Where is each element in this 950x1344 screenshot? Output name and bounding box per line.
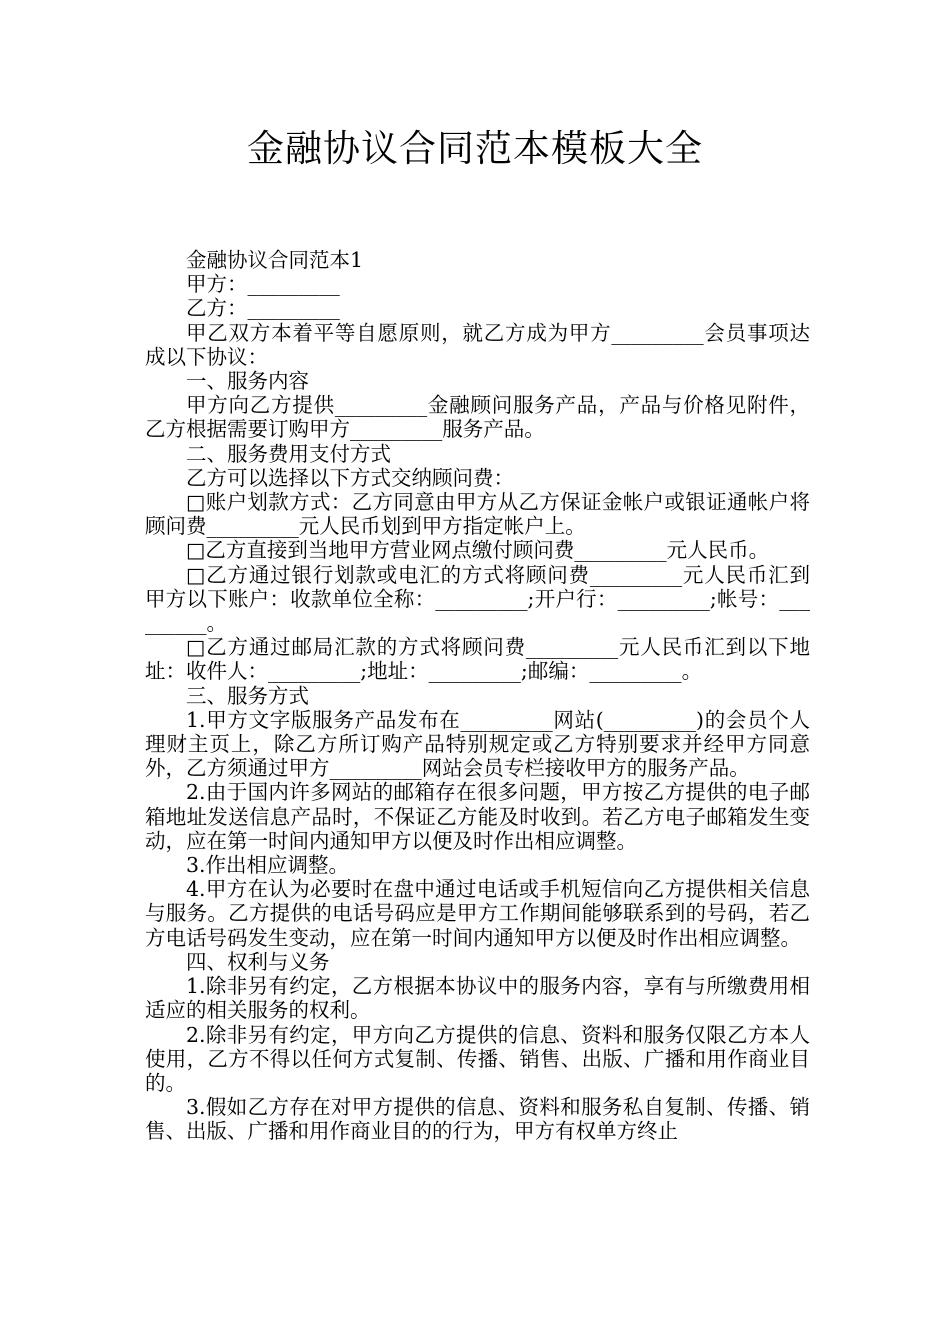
- paragraph: 2.除非另有约定，甲方向乙方提供的信息、资料和服务仅限乙方本人使用，乙方不得以任何方式复制、传播、销售、出版、广播和用作商业目的。: [145, 1022, 810, 1095]
- paragraph: 金融协议合同范本1: [186, 248, 364, 272]
- paragraph: □账户划款方式：乙方同意由甲方从乙方保证金帐户或银证通帐户将顾问费_________元人民币划到甲方指定帐户上。: [145, 490, 810, 539]
- paragraph: □乙方通过邮局汇款的方式将顾问费_________元人民币汇到以下地址：收件人：_________;地址：_________;邮编：_________。: [145, 635, 810, 684]
- paragraph: □乙方通过银行划款或电汇的方式将顾问费_________元人民币汇到甲方以下账户：收款单位全称：_________;开户行：_________;帐号：_________。: [145, 562, 810, 636]
- paragraph: 一、服务内容: [186, 369, 309, 394]
- paragraph: 2.由于国内许多网站的邮箱存在很多问题，甲方按乙方提供的电子邮箱地址发送信息产品时，不保证乙方能及时收到。若乙方电子邮箱发生变动，应在第一时间内通知甲方以便及时作出相应调整。: [145, 780, 810, 853]
- paragraph: 3.作出相应调整。: [186, 853, 350, 878]
- paragraph: 四、权利与义务: [186, 949, 330, 974]
- paragraph: 三、服务方式: [186, 683, 309, 708]
- paragraph: 4.甲方在认为必要时在盘中通过电话或手机短信向乙方提供相关信息与服务。乙方提供的电话号码应是甲方工作期间能够联系到的号码，若乙方电话号码发生变动，应在第一时间内通知甲方以便及时作出相应调整。: [145, 877, 810, 950]
- document-title: 金融协议合同范本模板大全: [247, 127, 703, 170]
- paragraph: 1.除非另有约定，乙方根据本协议中的服务内容，享有与所缴费用相适应的相关服务的权利。: [145, 974, 810, 1023]
- paragraph: 乙方：_________: [186, 296, 340, 321]
- paragraph: 乙方可以选择以下方式交纳顾问费：: [186, 465, 514, 490]
- paragraph: 二、服务费用支付方式: [186, 441, 391, 466]
- document-body: [145, 248, 810, 1144]
- paragraph: 甲乙双方本着平等自愿原则，就乙方成为甲方_________会员事项达成以下协议：: [145, 320, 810, 369]
- paragraph: □乙方直接到当地甲方营业网点缴付顾问费_________元人民币。: [186, 538, 770, 563]
- paragraph: 甲方：_________: [186, 272, 340, 297]
- paragraph: 甲方向乙方提供_________金融顾问服务产品，产品与价格见附件，乙方根据需要订购甲方_________服务产品。: [145, 393, 810, 442]
- paragraph: 3.假如乙方存在对甲方提供的信息、资料和服务私自复制、传播、销售、出版、广播和用作商业目的的行为，甲方有权单方终止: [145, 1095, 810, 1144]
- paragraph: 1.甲方文字版服务产品发布在_________网站(_________)的会员个人理财主页上，除乙方所订购产品特别规定或乙方特别要求并经甲方同意外，乙方须通过甲方_________网站会员专栏接收甲方的服务产品。: [145, 707, 810, 781]
